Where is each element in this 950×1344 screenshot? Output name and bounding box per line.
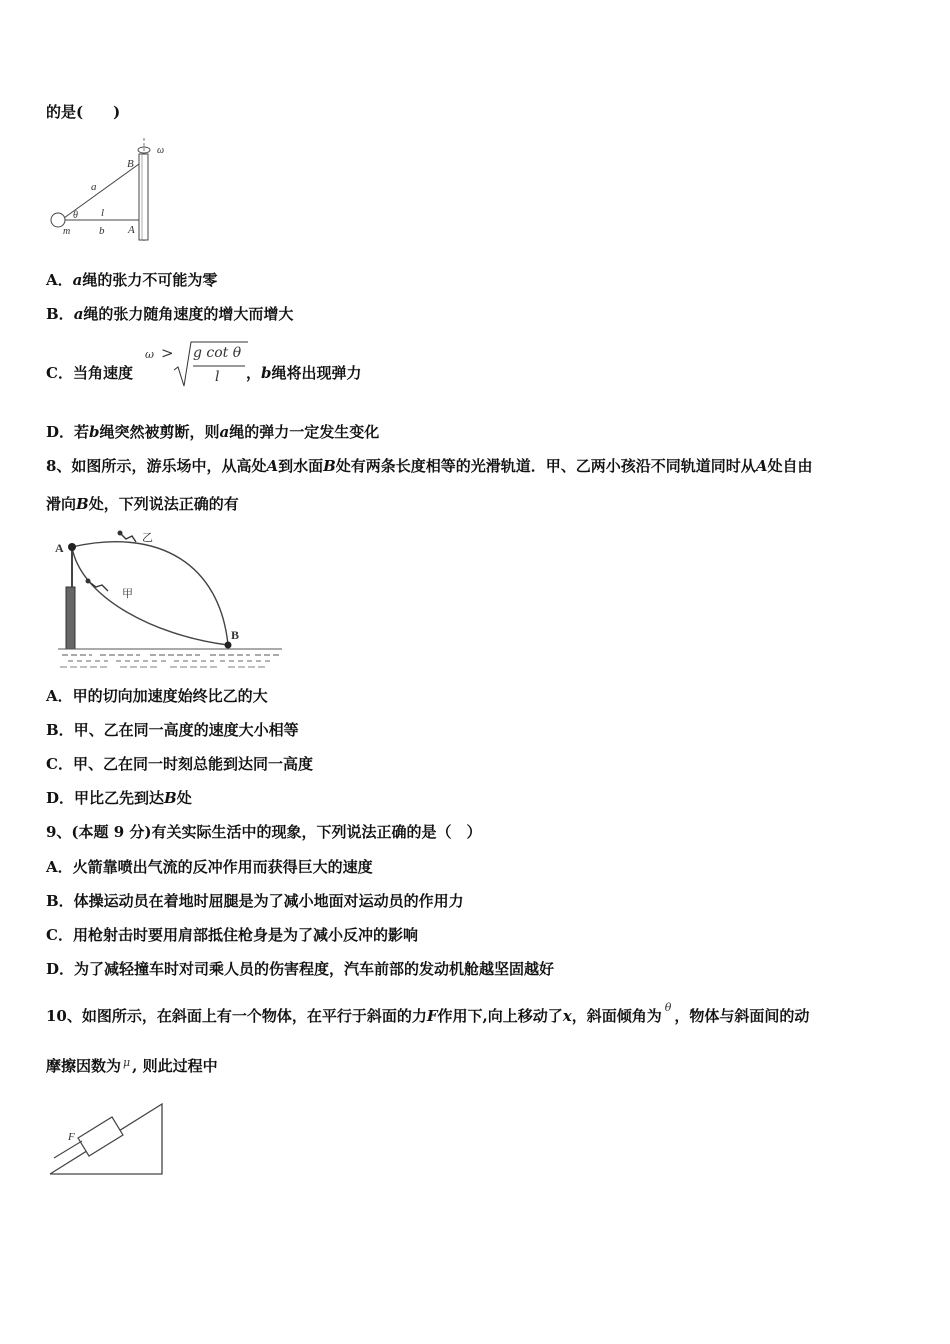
q7-fig-label-A: A	[128, 224, 135, 236]
q9-option-b: B．体操运动员在着地时屈腿是为了减小地面对运动员的作用力	[46, 892, 464, 910]
q8-fig-label-B: B	[231, 628, 240, 642]
q7-fig-label-m: m	[63, 226, 71, 237]
q9-option-d: D．为了减轻撞车时对司乘人员的伤害程度，汽车前部的发动机舱越坚固越好	[46, 960, 555, 978]
q8-fig-label-A: A	[55, 541, 64, 555]
q7-fig-label-B: B	[127, 158, 134, 170]
q7-fig-label-omega: ω	[157, 145, 165, 156]
q8-figure	[50, 525, 286, 671]
q9-option-c: C．用枪射击时要用肩部抵住枪身是为了减小反冲的影响	[46, 926, 418, 944]
q7-figure	[44, 138, 180, 244]
q8-option-d: D．甲比乙先到达B处	[46, 789, 192, 807]
q8-option-c: C．甲、乙在同一时刻总能到达同一高度	[46, 755, 313, 773]
q8-stem-line1: 8、如图所示，游乐场中，从高处A到水面B处有两条长度相等的光滑轨道．甲、乙两小孩沿不同轨道同时从A处自由	[46, 457, 813, 475]
q7-fig-label-a: a	[91, 181, 97, 193]
q7-option-c-formula: ω > g cot θ l	[143, 340, 263, 390]
q8-stem-line2: 滑向B处，下列说法正确的有	[46, 495, 239, 513]
q7-option-c: C．当角速度	[46, 364, 133, 382]
q7-fig-label-b: b	[99, 225, 105, 237]
q9-stem: 9、(本题 9 分)有关实际生活中的现象，下列说法正确的是（ ）	[46, 823, 482, 841]
q7-option-d: D．若b绳突然被剪断，则a绳的弹力一定发生变化	[46, 423, 380, 441]
q7-option-a: A．a绳的张力不可能为零	[46, 271, 218, 289]
q7-fig-label-theta: θ	[73, 210, 78, 221]
q9-option-a: A．火箭靠喷出气流的反冲作用而获得巨大的速度	[46, 858, 373, 876]
q8-option-a: A．甲的切向加速度始终比乙的大	[46, 687, 268, 705]
q7-stem-tail: 的是( )	[46, 103, 121, 121]
q10-figure	[46, 1100, 168, 1180]
q7-option-c-tail: ，b绳将出现弹力	[246, 364, 362, 382]
q7-fig-label-l: l	[101, 207, 105, 219]
q10-fig-label-F: F	[68, 1131, 75, 1143]
q8-fig-label-jia: 甲	[122, 588, 133, 600]
q8-option-b: B．甲、乙在同一高度的速度大小相等	[46, 721, 299, 739]
q10-stem-line2: 摩擦因数为 $^\mu$ , 则此过程中	[46, 1056, 218, 1075]
q10-stem-line1: 10、如图所示，在斜面上有一个物体，在平行于斜面的力F作用下,向上移动了x，斜面倾角为 $^\theta$ ，物体与斜面间的动	[46, 1001, 810, 1025]
q7-option-b: B．a绳的张力随角速度的增大而增大	[46, 305, 294, 323]
q8-fig-label-yi: 乙	[142, 532, 153, 544]
